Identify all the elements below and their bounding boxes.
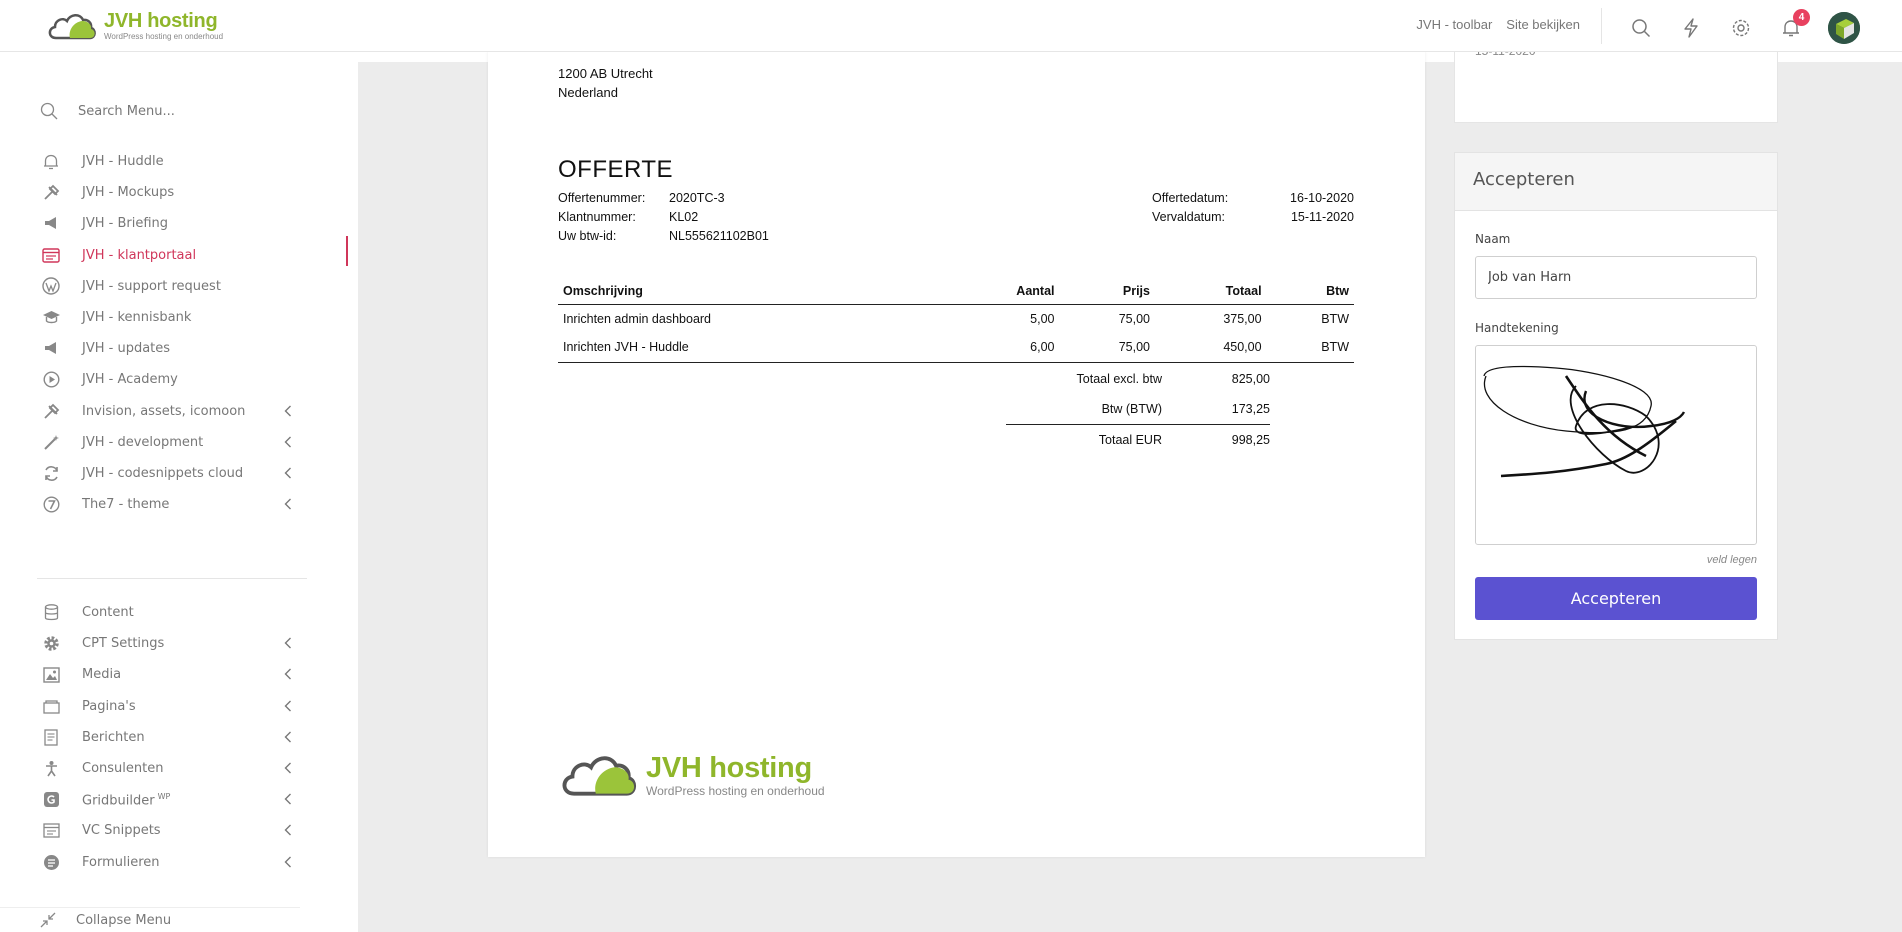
tools-icon [40, 400, 62, 422]
meta-key: Offertenummer: [558, 191, 646, 205]
bolt-icon[interactable] [1678, 15, 1704, 41]
collapse-menu-button[interactable] [0, 907, 300, 932]
expiry-panel [1454, 52, 1778, 123]
view-site-link[interactable]: Site bekijken [1506, 17, 1580, 32]
name-label: Naam [1475, 232, 1511, 246]
meta-row [1152, 189, 1354, 208]
cell-price: 75,00 [1118, 311, 1150, 326]
table-header-row [558, 278, 1354, 304]
meta-value: 16-10-2020 [1290, 191, 1354, 205]
megaphone-icon [40, 213, 62, 235]
total-value: 998,25 [1231, 432, 1270, 447]
subtotal-row [1006, 364, 1270, 394]
col-vat: Btw [1267, 278, 1354, 304]
gridbuilder-label: Gridbuilder [82, 792, 155, 808]
document-brand-name: JVH hosting [646, 752, 812, 784]
sidebar-item-support-request[interactable] [40, 271, 300, 302]
table-row [558, 333, 1354, 362]
chevron-left-icon [284, 637, 292, 649]
sidebar-item-gridbuilder[interactable] [40, 784, 300, 815]
top-divider [1601, 8, 1602, 44]
total-value: 173,25 [1231, 402, 1270, 416]
chevron-left-icon [284, 793, 292, 805]
name-input[interactable] [1475, 256, 1757, 299]
line-items-table [558, 278, 1354, 363]
chevron-left-icon [284, 436, 292, 448]
posts-icon [40, 726, 62, 748]
col-description: Omschrijving [558, 278, 948, 304]
gear-icon [40, 633, 62, 655]
sidebar [0, 52, 358, 932]
cloud-logo-icon [558, 747, 646, 803]
customer-address [558, 64, 653, 102]
sidebar-item-huddle[interactable] [40, 146, 300, 177]
chevron-left-icon [284, 498, 292, 510]
chevron-left-icon [284, 700, 292, 712]
meta-value: 2020TC-3 [669, 191, 725, 205]
cell-total: 450,00 [1155, 333, 1267, 362]
col-total: Totaal [1155, 278, 1267, 304]
tools-icon [40, 182, 62, 204]
accept-panel [1454, 152, 1778, 640]
gear-icon[interactable] [1728, 15, 1754, 41]
graduation-cap-icon [40, 307, 62, 329]
sidebar-item-klantportaal[interactable] [40, 240, 300, 271]
meta-value: 15-11-2020 [1290, 210, 1354, 224]
meta-key: Klantnummer: [558, 210, 636, 224]
address-line: 1200 AB Utrecht [558, 66, 653, 81]
gridbuilder-icon [40, 789, 62, 811]
signature-drawing [1476, 346, 1758, 546]
meta-value: NL555621102B01 [669, 229, 769, 243]
collapse-icon [40, 912, 56, 928]
brand-tagline: WordPress hosting en onderhoud [104, 32, 224, 41]
totals-block [1006, 364, 1270, 454]
portal-icon [40, 244, 62, 266]
top-links [1416, 17, 1580, 32]
chevron-left-icon [284, 668, 292, 680]
search-menu[interactable] [40, 102, 175, 120]
accept-button[interactable]: Accepteren [1475, 577, 1757, 620]
sidebar-item-label: VC Snippets [82, 823, 161, 839]
sidebar-item-label: The7 - theme [82, 497, 170, 513]
meta-row [558, 208, 769, 227]
sidebar-item-updates[interactable] [40, 333, 300, 364]
forms-icon [40, 851, 62, 873]
sidebar-item-the7[interactable] [40, 489, 300, 520]
cell-vat: BTW [1267, 333, 1354, 362]
pages-icon [40, 695, 62, 717]
sidebar-item-label: Pagina's [82, 698, 136, 714]
sidebar-menu [40, 146, 300, 520]
sidebar-item-media[interactable] [40, 659, 300, 690]
meta-key: Offertedatum: [1152, 191, 1229, 205]
gridbuilder-sup: WP [157, 791, 171, 801]
col-price: Prijs [1060, 278, 1155, 304]
cell-vat: BTW [1321, 311, 1349, 326]
search-input[interactable]: Search Menu... [78, 103, 175, 119]
sidebar-item-consulenten[interactable] [40, 753, 300, 784]
sidebar-item-label: Consulenten [82, 761, 164, 777]
quote-meta-right [1152, 189, 1354, 227]
database-icon [40, 602, 62, 624]
wordpress-icon [40, 275, 62, 297]
cell-quantity: 5,00 [1030, 311, 1055, 326]
document-brand-tagline: WordPress hosting en onderhoud [646, 784, 825, 798]
sidebar-item-codesnippets[interactable] [40, 458, 300, 489]
sidebar-item-briefing[interactable] [40, 208, 300, 239]
signature-label: Handtekening [1475, 321, 1559, 335]
play-icon [40, 369, 62, 391]
sidebar-item-academy[interactable] [40, 364, 300, 395]
vat-row [1006, 394, 1270, 424]
avatar[interactable] [1828, 12, 1860, 44]
top-bar [0, 0, 1902, 52]
sidebar-menu-secondary [40, 597, 300, 878]
sidebar-item-content[interactable] [40, 597, 300, 628]
cloud-logo-icon [46, 8, 102, 44]
sidebar-item-label: JVH - development [82, 434, 204, 450]
sidebar-item-label: JVH - Mockups [82, 185, 175, 201]
cell-description: Inrichten JVH - Huddle [558, 333, 948, 362]
sidebar-item-label: Media [82, 667, 122, 683]
accept-panel-title: Accepteren [1455, 153, 1777, 211]
sidebar-item-formulieren[interactable] [40, 847, 300, 878]
document-logo [558, 747, 825, 803]
sidebar-item-label: JVH - Huddle [82, 154, 164, 170]
sidebar-item-mockups[interactable] [40, 177, 300, 208]
seven-icon [40, 494, 62, 516]
sidebar-item-label: CPT Settings [82, 636, 165, 652]
wand-icon [40, 431, 62, 453]
sidebar-item-vc-snippets[interactable] [40, 815, 300, 846]
sidebar-item-label: Berichten [82, 729, 145, 745]
sidebar-item-berichten[interactable] [40, 722, 300, 753]
sidebar-item-invision[interactable] [40, 396, 300, 427]
search-icon[interactable] [1628, 15, 1654, 41]
meta-key: Uw btw-id: [558, 229, 617, 243]
signature-pad[interactable] [1475, 345, 1757, 545]
cell-quantity: 6,00 [948, 333, 1060, 362]
chevron-left-icon [284, 405, 292, 417]
sidebar-item-label: JVH - support request [82, 278, 221, 294]
collapse-menu-label: Collapse Menu [76, 912, 172, 928]
col-quantity: Aantal [948, 278, 1060, 304]
cell-price: 75,00 [1060, 333, 1155, 362]
megaphone-icon [40, 338, 62, 360]
brand-logo[interactable] [46, 8, 223, 44]
cell-description: Inrichten admin dashboard [563, 311, 712, 326]
sidebar-divider [37, 578, 307, 579]
address-line: Nederland [558, 85, 618, 100]
sidebar-item-label: JVH - klantportaal [82, 247, 197, 263]
sidebar-item-cpt-settings[interactable] [40, 628, 300, 659]
media-icon [40, 664, 62, 686]
top-icons [1628, 12, 1860, 44]
total-label: Btw (BTW) [1101, 402, 1162, 416]
toolbar-link[interactable]: JVH - toolbar [1416, 17, 1493, 32]
chevron-left-icon [284, 856, 292, 868]
meta-value: KL02 [669, 210, 699, 224]
notification-badge: 4 [1793, 9, 1810, 26]
person-icon [40, 758, 62, 780]
total-value: 825,00 [1231, 372, 1270, 386]
meta-row [558, 189, 769, 208]
table-row [558, 304, 1354, 333]
meta-row [1152, 208, 1354, 227]
sidebar-item-kennisbank[interactable] [40, 302, 300, 333]
quote-document [488, 52, 1425, 857]
search-icon [40, 102, 58, 120]
snippets-icon [40, 820, 62, 842]
meta-row [558, 227, 769, 246]
brand-name: JVH hosting [104, 10, 218, 32]
sidebar-item-label: Content [82, 605, 134, 621]
sidebar-item-label: JVH - codesnippets cloud [82, 465, 244, 481]
quote-meta-left [558, 189, 769, 246]
sync-icon [40, 462, 62, 484]
total-label: Totaal EUR [1098, 432, 1162, 447]
cell-total: 375,00 [1223, 311, 1262, 326]
meta-key: Vervaldatum: [1152, 210, 1225, 224]
sidebar-item-paginas[interactable] [40, 691, 300, 722]
sidebar-item-label: JVH - Briefing [82, 216, 169, 232]
sidebar-item-label: Formulieren [82, 854, 160, 870]
grand-total-row [1006, 424, 1270, 454]
chevron-left-icon [284, 467, 292, 479]
active-indicator [346, 236, 348, 266]
sidebar-item-label [82, 792, 170, 808]
bell-icon[interactable] [1778, 12, 1805, 41]
chevron-left-icon [284, 824, 292, 836]
sidebar-item-label: JVH - Academy [82, 372, 178, 388]
bell-icon [40, 151, 62, 173]
chevron-left-icon [284, 762, 292, 774]
sidebar-item-development[interactable] [40, 427, 300, 458]
sidebar-item-label: JVH - kennisbank [82, 310, 192, 326]
document-title: OFFERTE [558, 156, 674, 183]
total-label: Totaal excl. btw [1076, 372, 1162, 386]
chevron-left-icon [284, 731, 292, 743]
sidebar-item-label: JVH - updates [82, 341, 171, 357]
sidebar-item-label: Invision, assets, icomoon [82, 403, 246, 419]
clear-signature-link[interactable]: veld legen [1706, 554, 1757, 566]
